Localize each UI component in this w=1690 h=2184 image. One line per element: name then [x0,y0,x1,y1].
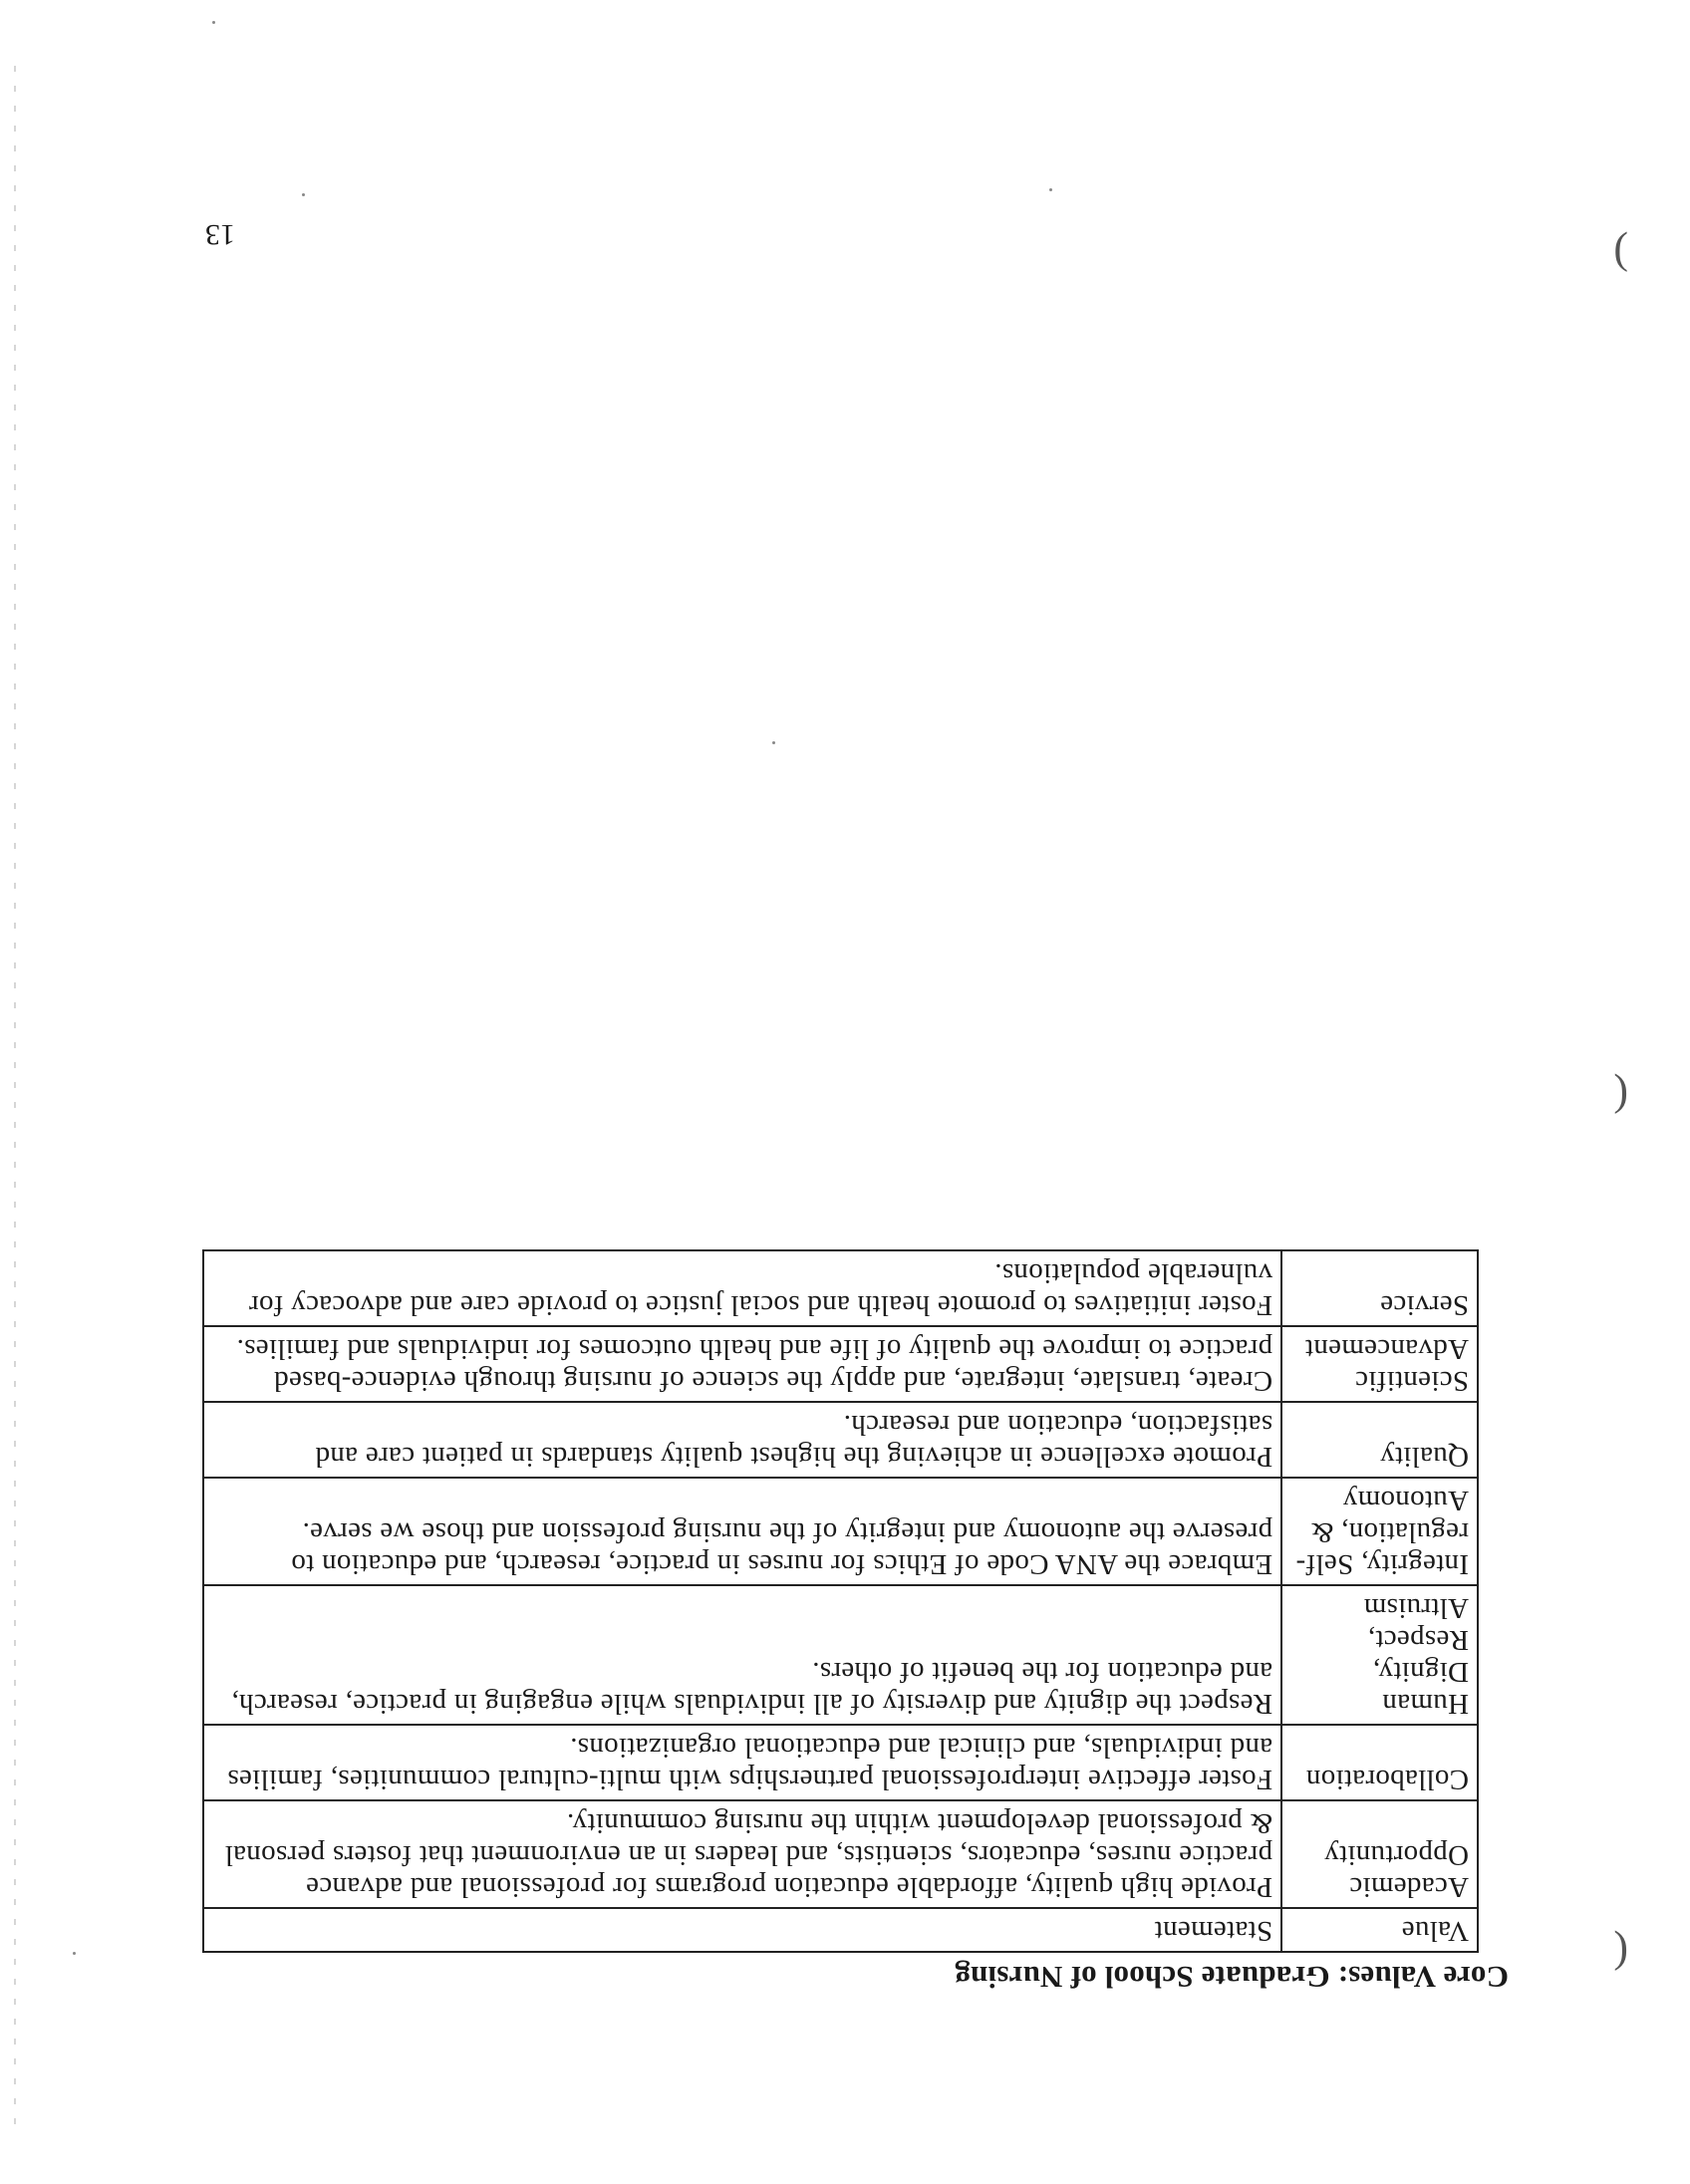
statement-cell: Embrace the ANA Code of Ethics for nurses in practice, research, and education to preserve the autonomy and integrity of the nursing profession and those we serve. [203,1478,1281,1585]
scan-speck [212,21,215,24]
value-cell: Quality [1281,1402,1478,1478]
scan-speck [302,193,305,196]
value-cell: Collaboration [1281,1725,1478,1800]
value-cell: Integrity, Self-regulation, & Autonomy [1281,1478,1478,1585]
value-cell: Scientific Advancement [1281,1326,1478,1402]
document-title: Core Values: Graduate School of Nursing [955,1960,1509,1995]
scan-speck [1049,188,1052,191]
column-header-statement: Statement [203,1908,1281,1952]
table-header-row [203,1908,1478,1952]
statement-cell: Foster initiatives to promote health and social justice to provide care and advocacy for vulnerable populations. [203,1250,1281,1326]
page-number: 13 [205,218,235,251]
value-cell: Academic Opportunity [1281,1800,1478,1908]
statement-cell: Foster effective interprofessional partnerships with multi-cultural communities, families and individuals, and clinical and educational organizations. [203,1725,1281,1800]
statement-cell: Promote excellence in achieving the highest quality standards in patient care and satisfaction, education and research. [203,1402,1281,1478]
table-row [203,1326,1478,1402]
statement-cell: Provide high quality, affordable education programs for professional and advance practice nurses, educators, scientists, and leaders in an environment that fosters personal & professional development within the nursing community. [203,1800,1281,1908]
table-row [203,1585,1478,1725]
table-row [203,1800,1478,1908]
value-cell: Human Dignity, Respect, Altruism [1281,1585,1478,1725]
binding-edge-marks [14,52,16,2124]
table-row [203,1402,1478,1478]
statement-cell: Respect the dignity and diversity of all individuals while engaging in practice, research, and education for the benefit of others. [203,1585,1281,1725]
table-row [203,1250,1478,1326]
value-cell: Service [1281,1250,1478,1326]
table-row [203,1478,1478,1585]
statement-cell: Create, translate, integrate, and apply the science of nursing through evidence-based practice to improve the quality of life and health outcomes for individuals and families. [203,1326,1281,1402]
scan-bracket-mark: ) [1613,231,1628,280]
table-row [203,1725,1478,1800]
scan-speck [73,1952,76,1955]
scan-speck [772,741,775,744]
column-header-value: Value [1281,1908,1478,1952]
scan-bracket-mark: ( [1613,1930,1628,1979]
scan-bracket-mark: ( [1613,1073,1628,1122]
core-values-table [202,1249,1479,1953]
